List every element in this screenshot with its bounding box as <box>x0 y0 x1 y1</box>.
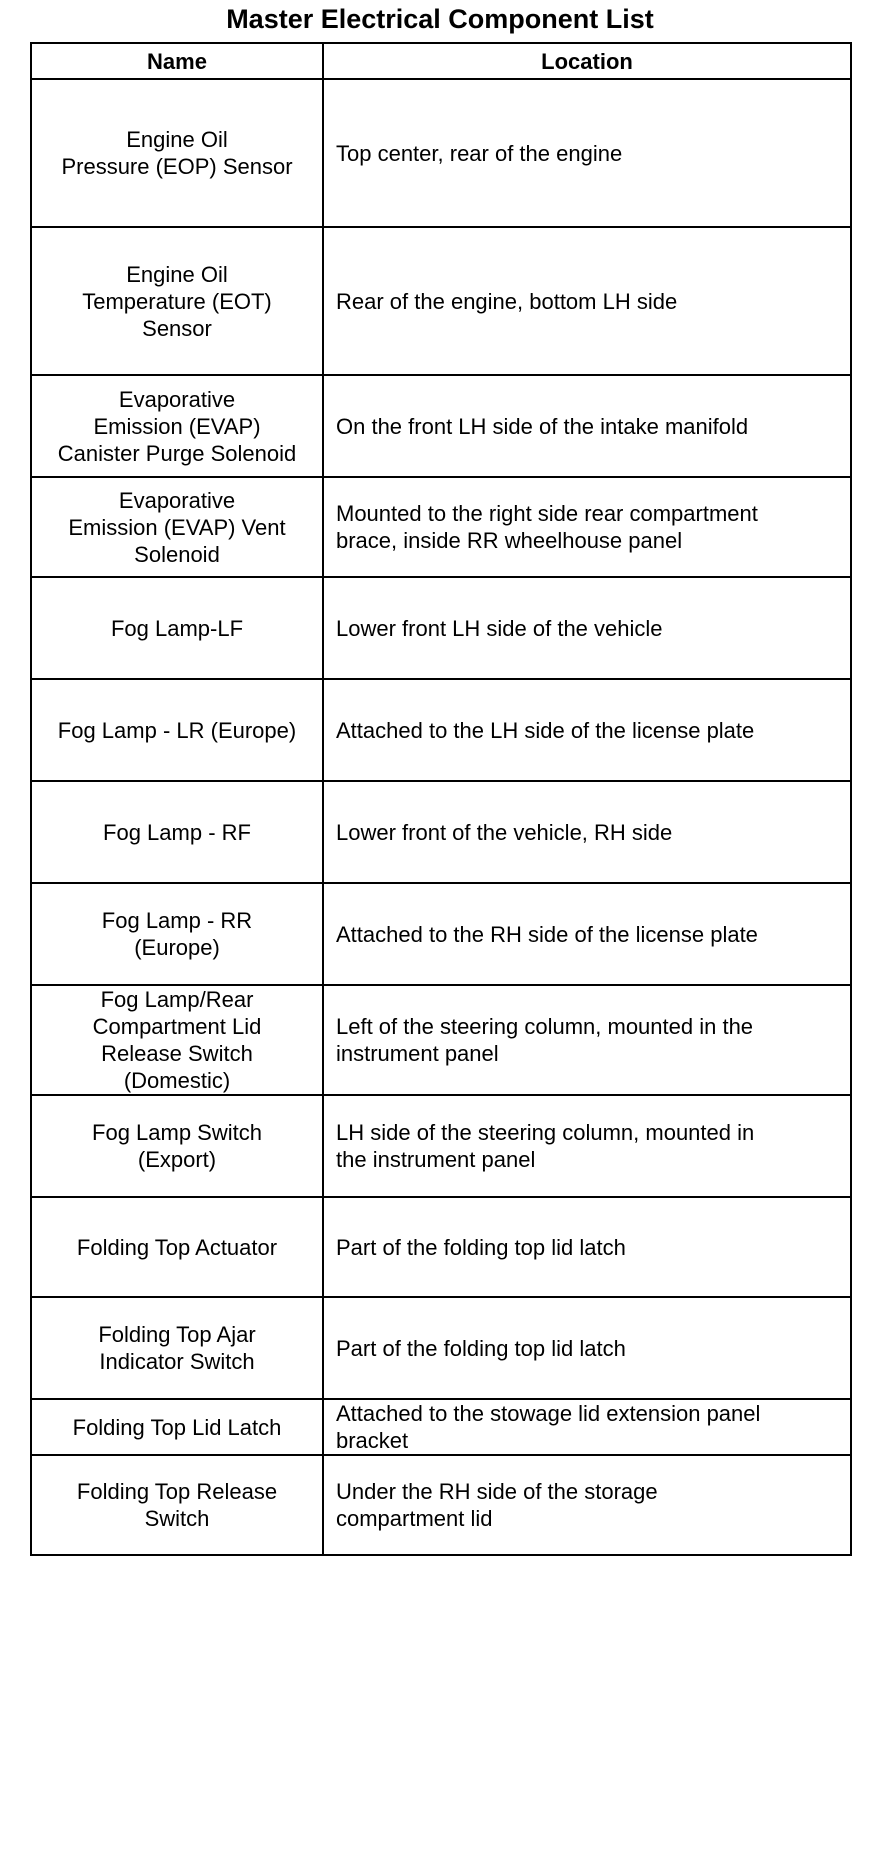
component-location: Lower front of the vehicle, RH side <box>323 781 851 883</box>
table-row <box>31 679 851 781</box>
component-table <box>30 42 852 1556</box>
component-location: Rear of the engine, bottom LH side <box>323 227 851 375</box>
component-name: Fog Lamp - LR (Europe) <box>31 679 323 781</box>
component-name: Engine Oil Temperature (EOT) Sensor <box>31 227 323 375</box>
component-name: Fog Lamp - RR (Europe) <box>31 883 323 985</box>
component-location: Left of the steering column, mounted in the instrument panel <box>323 985 851 1095</box>
table-row <box>31 1297 851 1399</box>
table-header-row <box>31 43 851 79</box>
table-row <box>31 477 851 577</box>
table-row <box>31 375 851 477</box>
column-header-name: Name <box>31 43 323 79</box>
component-location: Attached to the RH side of the license plate <box>323 883 851 985</box>
component-name: Evaporative Emission (EVAP) Canister Purge Solenoid <box>31 375 323 477</box>
table-row <box>31 1455 851 1555</box>
component-name: Fog Lamp - RF <box>31 781 323 883</box>
table-body <box>31 79 851 1555</box>
component-location: Mounted to the right side rear compartment brace, inside RR wheelhouse panel <box>323 477 851 577</box>
component-location: Part of the folding top lid latch <box>323 1197 851 1297</box>
component-name: Folding Top Ajar Indicator Switch <box>31 1297 323 1399</box>
component-location: Part of the folding top lid latch <box>323 1297 851 1399</box>
component-name: Fog Lamp-LF <box>31 577 323 679</box>
component-location: LH side of the steering column, mounted in the instrument panel <box>323 1095 851 1197</box>
component-name: Fog Lamp Switch (Export) <box>31 1095 323 1197</box>
table-row <box>31 1399 851 1455</box>
component-name: Folding Top Actuator <box>31 1197 323 1297</box>
table-row <box>31 883 851 985</box>
table-row <box>31 985 851 1095</box>
component-name: Fog Lamp/Rear Compartment Lid Release Switch (Domestic) <box>31 985 323 1095</box>
table-row <box>31 781 851 883</box>
column-header-location: Location <box>323 43 851 79</box>
table-row <box>31 1095 851 1197</box>
component-location: Under the RH side of the storage compartment lid <box>323 1455 851 1555</box>
table-row <box>31 79 851 227</box>
table-row <box>31 227 851 375</box>
component-location: Top center, rear of the engine <box>323 79 851 227</box>
component-location: Attached to the stowage lid extension panel bracket <box>323 1399 851 1455</box>
component-name: Folding Top Release Switch <box>31 1455 323 1555</box>
component-location: On the front LH side of the intake manifold <box>323 375 851 477</box>
table-row <box>31 577 851 679</box>
component-name: Folding Top Lid Latch <box>31 1399 323 1455</box>
component-location: Attached to the LH side of the license plate <box>323 679 851 781</box>
component-name: Engine Oil Pressure (EOP) Sensor <box>31 79 323 227</box>
table-row <box>31 1197 851 1297</box>
page-title: Master Electrical Component List <box>226 4 654 34</box>
component-location: Lower front LH side of the vehicle <box>323 577 851 679</box>
component-name: Evaporative Emission (EVAP) Vent Solenoid <box>31 477 323 577</box>
